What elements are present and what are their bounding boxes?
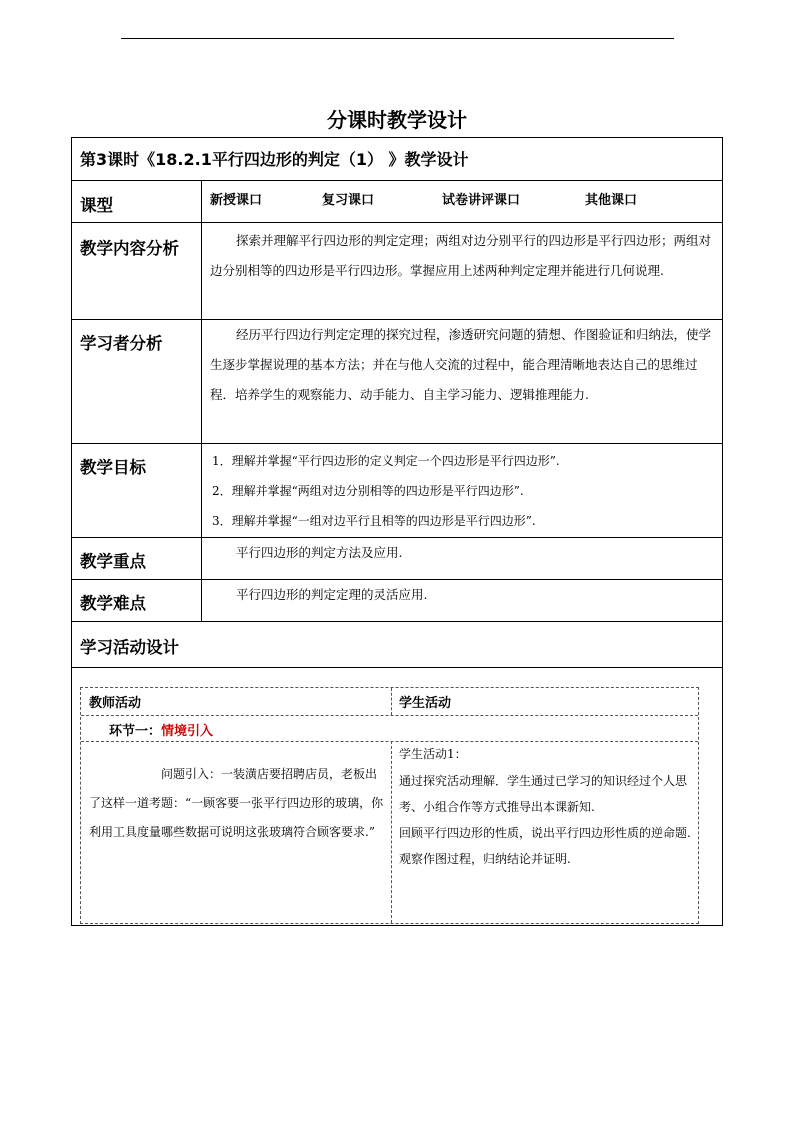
learner-analysis-cell <box>210 320 714 410</box>
document-title: 分课时教学设计 <box>327 108 467 132</box>
learner-analysis-text: 经历平行四边行判定定理的探究过程，渗透研究问题的猜想、作图验证和归纳法，使学生逐步掌握说理的基本方法；并在与他人交流的过程中，能合理清晰地表达自己的思维过程．培养学生的观察能力、动手能力、自主学习能力、逻辑推理能力. <box>210 327 712 402</box>
stage-prefix: 环节一： <box>109 724 162 739</box>
student-activity-line: 通过探究活动理解．学生通过已学习的知识经过个人思考、小组合作等方式推导出本课新知. <box>399 774 688 814</box>
activity-design-label: 学习活动设计 <box>80 638 179 657</box>
student-activity-line: 观察作图过程，归纳结论并证明. <box>399 852 571 866</box>
objectives-row <box>72 444 722 538</box>
difficulties-cell <box>210 580 714 610</box>
difficulties-text: 平行四边形的判定定理的灵活应用. <box>236 587 428 602</box>
teacher-activity-header: 教师活动 <box>89 696 142 711</box>
student-activity-title: 学生活动1： <box>399 747 467 761</box>
activity-table <box>80 687 699 924</box>
option-other-lesson[interactable]: 其他课口 <box>585 193 638 208</box>
dashed-column-divider <box>391 688 392 715</box>
objectives-label: 教学目标 <box>80 458 146 477</box>
difficulties-label: 教学难点 <box>80 594 146 613</box>
learner-analysis-row <box>72 320 722 444</box>
learner-analysis-label: 学习者分析 <box>80 334 163 353</box>
column-divider <box>201 181 202 222</box>
objective-item: 3．理解并掌握“一组对边平行且相等的四边形是平行四边形”. <box>212 514 536 528</box>
teacher-activity-cell <box>89 760 387 847</box>
column-divider <box>201 444 202 537</box>
student-activity-line: 回顾平行四边形的性质，说出平行四边形性质的逆命题. <box>399 826 691 840</box>
course-type-row <box>72 181 722 223</box>
option-new-lesson[interactable]: 新授课口 <box>210 193 263 208</box>
content-analysis-row <box>72 223 722 320</box>
column-divider <box>201 223 202 319</box>
stage-name: 情境引入 <box>161 724 214 739</box>
activity-design-row <box>72 622 722 668</box>
column-divider <box>201 538 202 579</box>
objective-item: 1．理解并掌握“平行四边形的定义判定一个四边形是平行四边形”. <box>212 454 560 468</box>
stage-heading <box>109 720 213 739</box>
dashed-column-divider <box>391 741 392 923</box>
student-activity-cell <box>399 742 695 872</box>
content-analysis-label: 教学内容分析 <box>80 239 179 258</box>
key-points-label: 教学重点 <box>80 552 146 571</box>
objectives-cell <box>212 446 714 536</box>
header-rule <box>121 38 674 39</box>
dashed-divider <box>81 715 698 716</box>
content-analysis-text: 探索并理解平行四边形的判定定理；两组对边分别平行的四边形是平行四边形；两组对边分别相等的四边形是平行四边形。掌握应用上述两种判定定理并能进行几何说理. <box>210 233 712 278</box>
option-test-review-lesson[interactable]: 试卷讲评课口 <box>442 193 521 208</box>
content-analysis-cell <box>210 226 714 286</box>
key-points-text: 平行四边形的判定方法及应用. <box>236 545 403 560</box>
difficulties-row <box>72 580 722 622</box>
column-divider <box>201 580 202 621</box>
option-review-lesson[interactable]: 复习课口 <box>322 193 375 208</box>
course-type-label: 课型 <box>80 196 113 215</box>
lesson-plan-table <box>71 137 723 926</box>
key-points-row <box>72 538 722 580</box>
column-divider <box>201 320 202 443</box>
student-activity-header: 学生活动 <box>399 696 452 711</box>
lesson-title: 第3课时《18.2.1平行四边形的判定（1） 》教学设计 <box>80 150 469 169</box>
objective-item: 2．理解并掌握“两组对边分别相等的四边形是平行四边形”. <box>212 484 524 498</box>
teacher-activity-text: 问题引入：一装潢店要招聘店员，老板出了这样一道考题：“一顾客要一张平行四边形的玻璃，你利用工具度量哪些数据可说明这张玻璃符合顾客要求.” <box>89 767 384 839</box>
key-points-cell <box>210 538 714 568</box>
lesson-title-row <box>72 138 722 181</box>
